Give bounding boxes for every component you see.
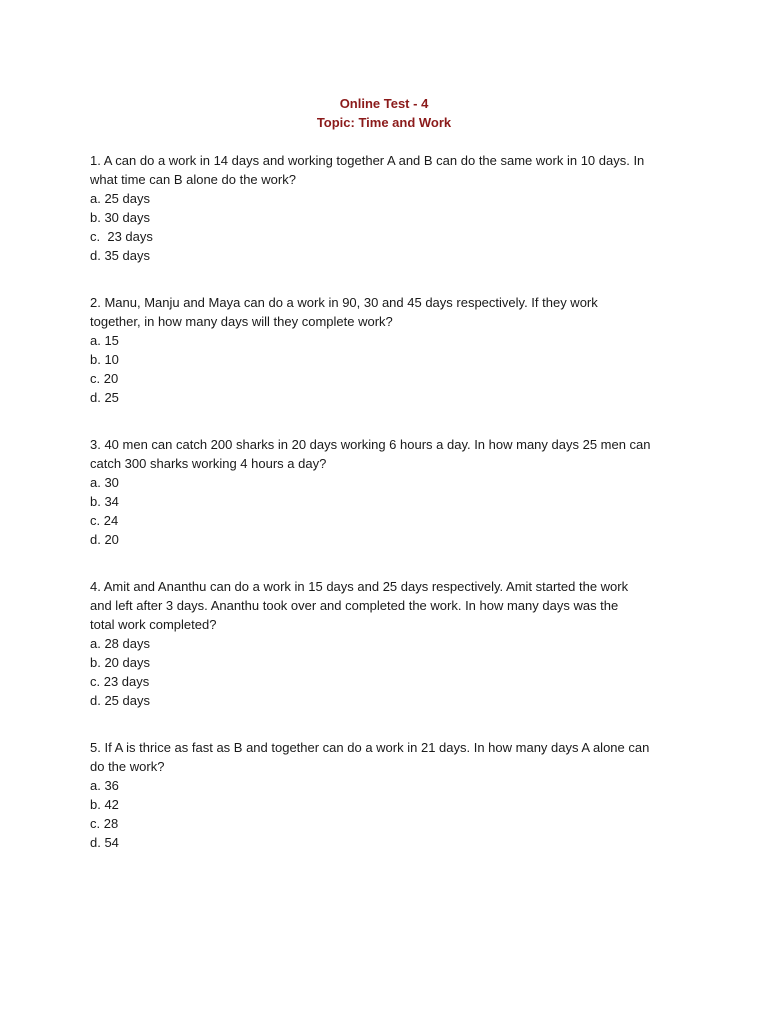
option-d: d. 35 days [90, 248, 150, 263]
question-3 [90, 435, 690, 549]
option-a: a. 28 days [90, 636, 150, 651]
option-d: d. 25 days [90, 693, 150, 708]
option-a: a. 15 [90, 333, 119, 348]
test-topic: Topic: Time and Work [316, 115, 452, 130]
option-b: b. 20 days [90, 655, 150, 670]
question-text: 1. A can do a work in 14 days and working together A and B can do the same work in 10 days. In what time can B alone do the work? [90, 153, 645, 187]
option-d: d. 20 [90, 532, 119, 547]
option-c: c. 23 days [90, 229, 153, 244]
option-a: a. 25 days [90, 191, 150, 206]
question-text: 2. Manu, Manju and Maya can do a work in 90, 30 and 45 days respectively. If they work together, in how many days will they complete work? [90, 295, 598, 329]
document-header [0, 94, 768, 132]
question-text: 4. Amit and Ananthu can do a work in 15 days and 25 days respectively. Amit started the work and left after 3 days. Ananthu took over and completed the work. In how many days was the total work completed? [90, 579, 629, 632]
answer-options [90, 634, 690, 710]
answer-options [90, 776, 690, 852]
option-d: d. 25 [90, 390, 119, 405]
option-b: b. 10 [90, 352, 119, 367]
question-5 [90, 738, 690, 852]
option-c: c. 24 [90, 513, 119, 528]
question-4 [90, 577, 690, 710]
option-c: c. 20 [90, 371, 119, 386]
answer-options [90, 189, 690, 265]
option-b: b. 42 [90, 797, 119, 812]
test-title: Online Test - 4 [339, 96, 429, 111]
option-a: a. 36 [90, 778, 119, 793]
question-list [90, 151, 690, 880]
question-2 [90, 293, 690, 407]
answer-options [90, 473, 690, 549]
option-c: c. 23 days [90, 674, 150, 689]
option-b: b. 34 [90, 494, 119, 509]
option-b: b. 30 days [90, 210, 150, 225]
question-text: 5. If A is thrice as fast as B and together can do a work in 21 days. In how many days A alone can do the work? [90, 740, 650, 774]
option-d: d. 54 [90, 835, 119, 850]
answer-options [90, 331, 690, 407]
option-c: c. 28 [90, 816, 119, 831]
question-1 [90, 151, 690, 265]
question-text: 3. 40 men can catch 200 sharks in 20 days working 6 hours a day. In how many days 25 men can catch 300 sharks working 4 hours a day? [90, 437, 651, 471]
option-a: a. 30 [90, 475, 119, 490]
